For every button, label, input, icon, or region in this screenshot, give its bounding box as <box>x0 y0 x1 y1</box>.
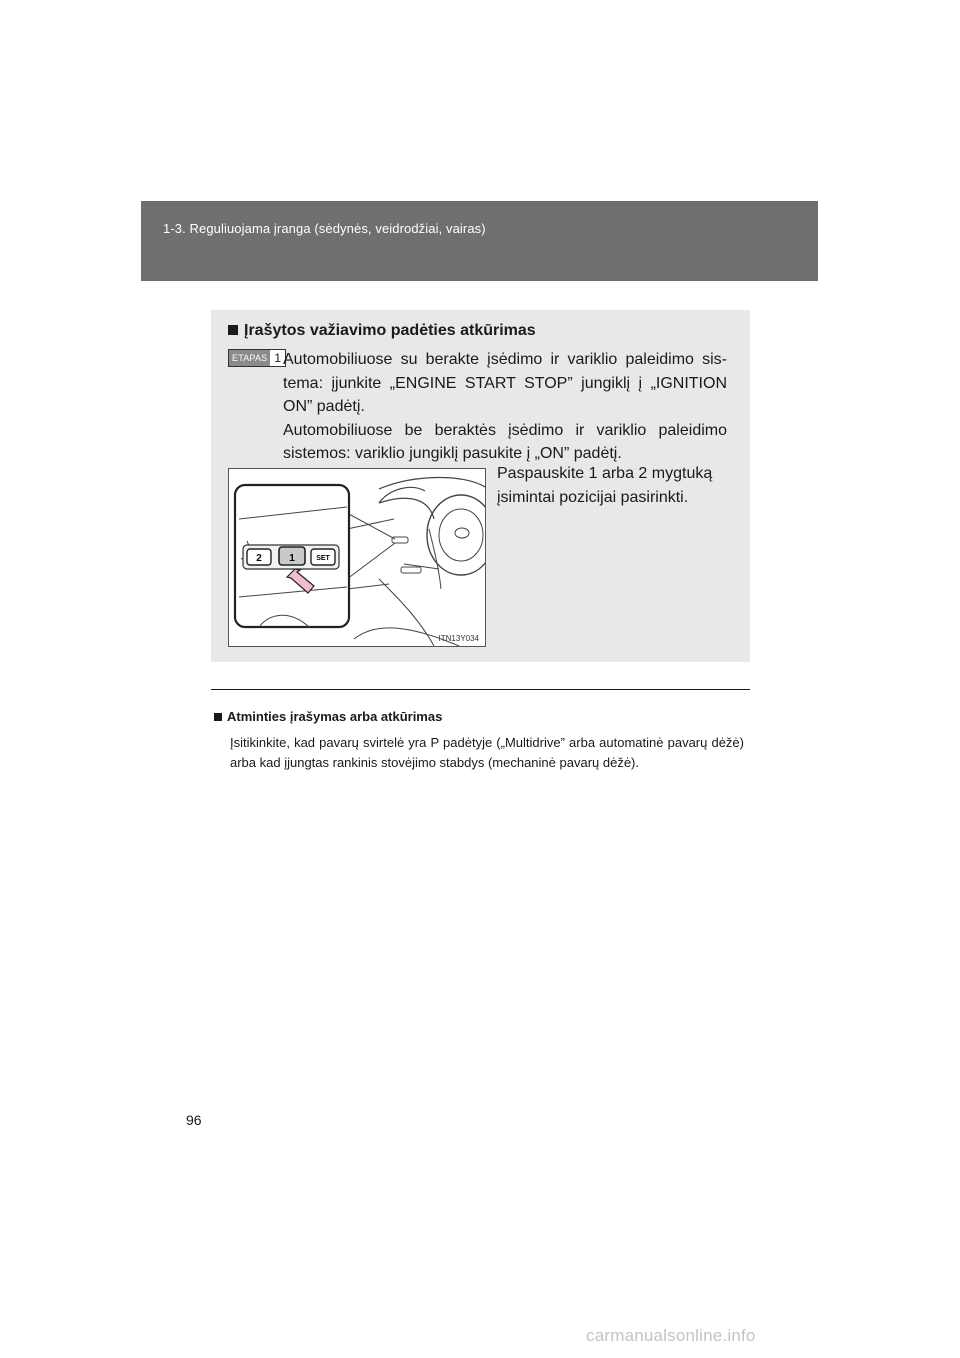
note-body: Įsitikinkite, kad pavarų svirtelė yra P padėtyje („Multidrive” arba automatinė pavarų dėžė) arba kad įjungtas rankinis stovėjimo stabdys (mechaninė pavarų dėžė). <box>230 735 744 770</box>
bullet-square-icon <box>214 713 222 721</box>
chapter-section-title: 1-3. Reguliuojama įranga (sėdynės, veidrodžiai, vairas) <box>163 221 486 236</box>
procedure-title-text: Įrašytos važiavimo padėties atkūrimas <box>244 322 536 339</box>
step-1-label <box>228 349 286 367</box>
step-1-text <box>283 348 727 466</box>
chapter-header-bar <box>141 201 818 281</box>
step-1-paragraph: Automobiliuose be beraktės įsėdimo ir variklio paleidimo sistemos: variklio jungiklį pasukite į „ON” padėtį. <box>283 421 727 462</box>
step-word: ETAPAS <box>229 350 270 366</box>
button-set-label: SET <box>316 555 330 562</box>
step-2-text: Paspauskite 1 arba 2 mygtuką įsimintai pozicijai pasirinkti. <box>497 465 713 506</box>
step-1-paragraph: Automobiliuose su berakte įsėdimo ir variklio paleidimo sis-tema: įjunkite „ENGINE START STOP” jungiklį į „IGNITION ON” padėtį. <box>283 351 727 415</box>
note-title <box>214 709 442 724</box>
note-title-text: Atminties įrašymas arba atkūrimas <box>227 709 443 724</box>
step-number: 1 <box>274 351 282 365</box>
bullet-square-icon <box>228 325 238 335</box>
procedure-box <box>211 310 750 662</box>
section-divider <box>211 689 750 690</box>
procedure-title <box>228 322 536 340</box>
memory-buttons-illustration <box>228 468 486 647</box>
watermark: carmanualsonline.info <box>586 1326 756 1345</box>
page-number: 96 <box>186 1112 202 1128</box>
figure-code: ITN13Y034 <box>438 634 479 643</box>
button-2-label: 2 <box>256 553 262 564</box>
button-1-label: 1 <box>289 553 295 564</box>
door-panel-drawing <box>229 469 485 646</box>
